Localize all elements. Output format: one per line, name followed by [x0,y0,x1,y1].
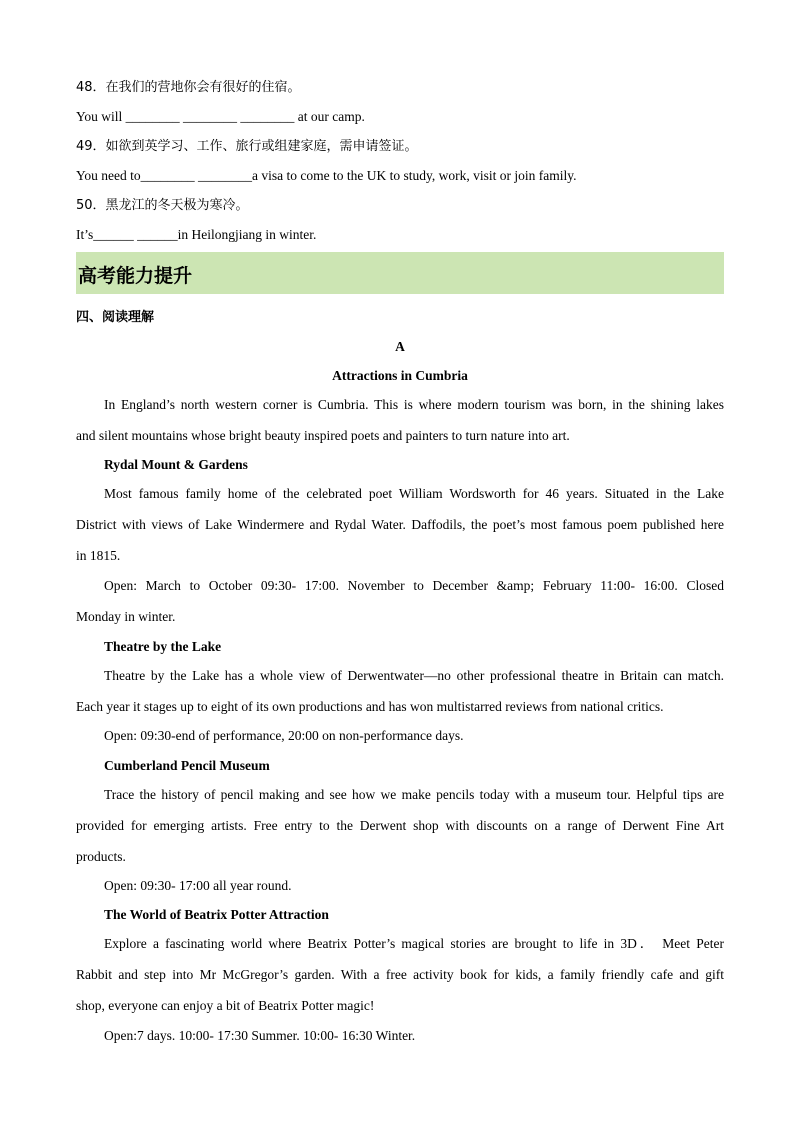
theatre-line-2: Each year it stages up to eight of its own productions and has won multistarred reviews from national critics. [76,699,664,714]
exercise-50-english: It’s______ ______in Heilongjiang in winter. [76,227,317,242]
beatrix-potter-open: Open:7 days. 10:00- 17:30 Summer. 10:00- 16:30 Winter. [104,1028,416,1043]
intro-line-1: In England’s north western corner is Cumbria. This is where modern tourism was born, in the shining lakes [104,397,724,412]
beatrix-potter-line-3: shop, everyone can enjoy a bit of Beatrix Potter magic! [76,998,375,1013]
pencil-museum-heading: Cumberland Pencil Museum [104,758,270,773]
banner-title: 高考能力提升 [78,265,193,287]
exercise-49-chinese: 49．如欲到英学习、工作、旅行或组建家庭，需申请签证。 [76,139,418,154]
rydal-mount-line-2: District with views of Lake Windermere and Rydal Water. Daffodils, the poet’s most famous poem published here [76,517,724,532]
rydal-mount-heading: Rydal Mount & Gardens [104,457,248,472]
rydal-mount-line-3: in 1815. [76,548,121,563]
pencil-museum-line-3: products. [76,849,126,864]
rydal-mount-open-2: Monday in winter. [76,609,176,624]
exercise-49-english: You need to________ ________a visa to come to the UK to study, work, visit or join family. [76,168,577,183]
section-title: 四、阅读理解 [76,310,155,325]
section-banner [76,252,724,294]
theatre-line-1: Theatre by the Lake has a whole view of Derwentwater—no other professional theatre in Britain can match. [104,668,724,683]
pencil-museum-open: Open: 09:30- 17:00 all year round. [104,878,292,893]
intro-line-2: and silent mountains whose bright beauty inspired poets and painters to turn nature into art. [76,428,570,443]
passage-label: A [395,339,405,354]
exercise-50-chinese: 50．黑龙江的冬天极为寒冷。 [76,198,249,213]
rydal-mount-open-1: Open: March to October 09:30- 17:00. November to December &amp; February 11:00- 16:00. Closed [104,578,724,593]
beatrix-potter-line-1: Explore a fascinating world where Beatrix Potter’s magical stories are brought to life in 3D． Meet Peter [104,936,724,951]
beatrix-potter-heading: The World of Beatrix Potter Attraction [104,907,329,922]
theatre-open: Open: 09:30-end of performance, 20:00 on non-performance days. [104,728,464,743]
passage-title: Attractions in Cumbria [332,368,468,383]
theatre-heading: Theatre by the Lake [104,639,222,654]
beatrix-potter-line-2: Rabbit and step into Mr McGregor’s garden. With a free activity book for kids, a family friendly cafe and gift [76,967,724,982]
exercise-48-english: You will ________ ________ ________ at our camp. [76,109,365,124]
rydal-mount-line-1: Most famous family home of the celebrated poet William Wordsworth for 46 years. Situated in the Lake [104,486,724,501]
pencil-museum-line-2: provided for emerging artists. Free entry to the Derwent shop with discounts on a range of Derwent Fine Art [76,818,724,833]
pencil-museum-line-1: Trace the history of pencil making and see how we make pencils today with a museum tour. Helpful tips are [104,787,724,802]
exercise-48-chinese: 48．在我们的营地你会有很好的住宿。 [76,80,301,95]
